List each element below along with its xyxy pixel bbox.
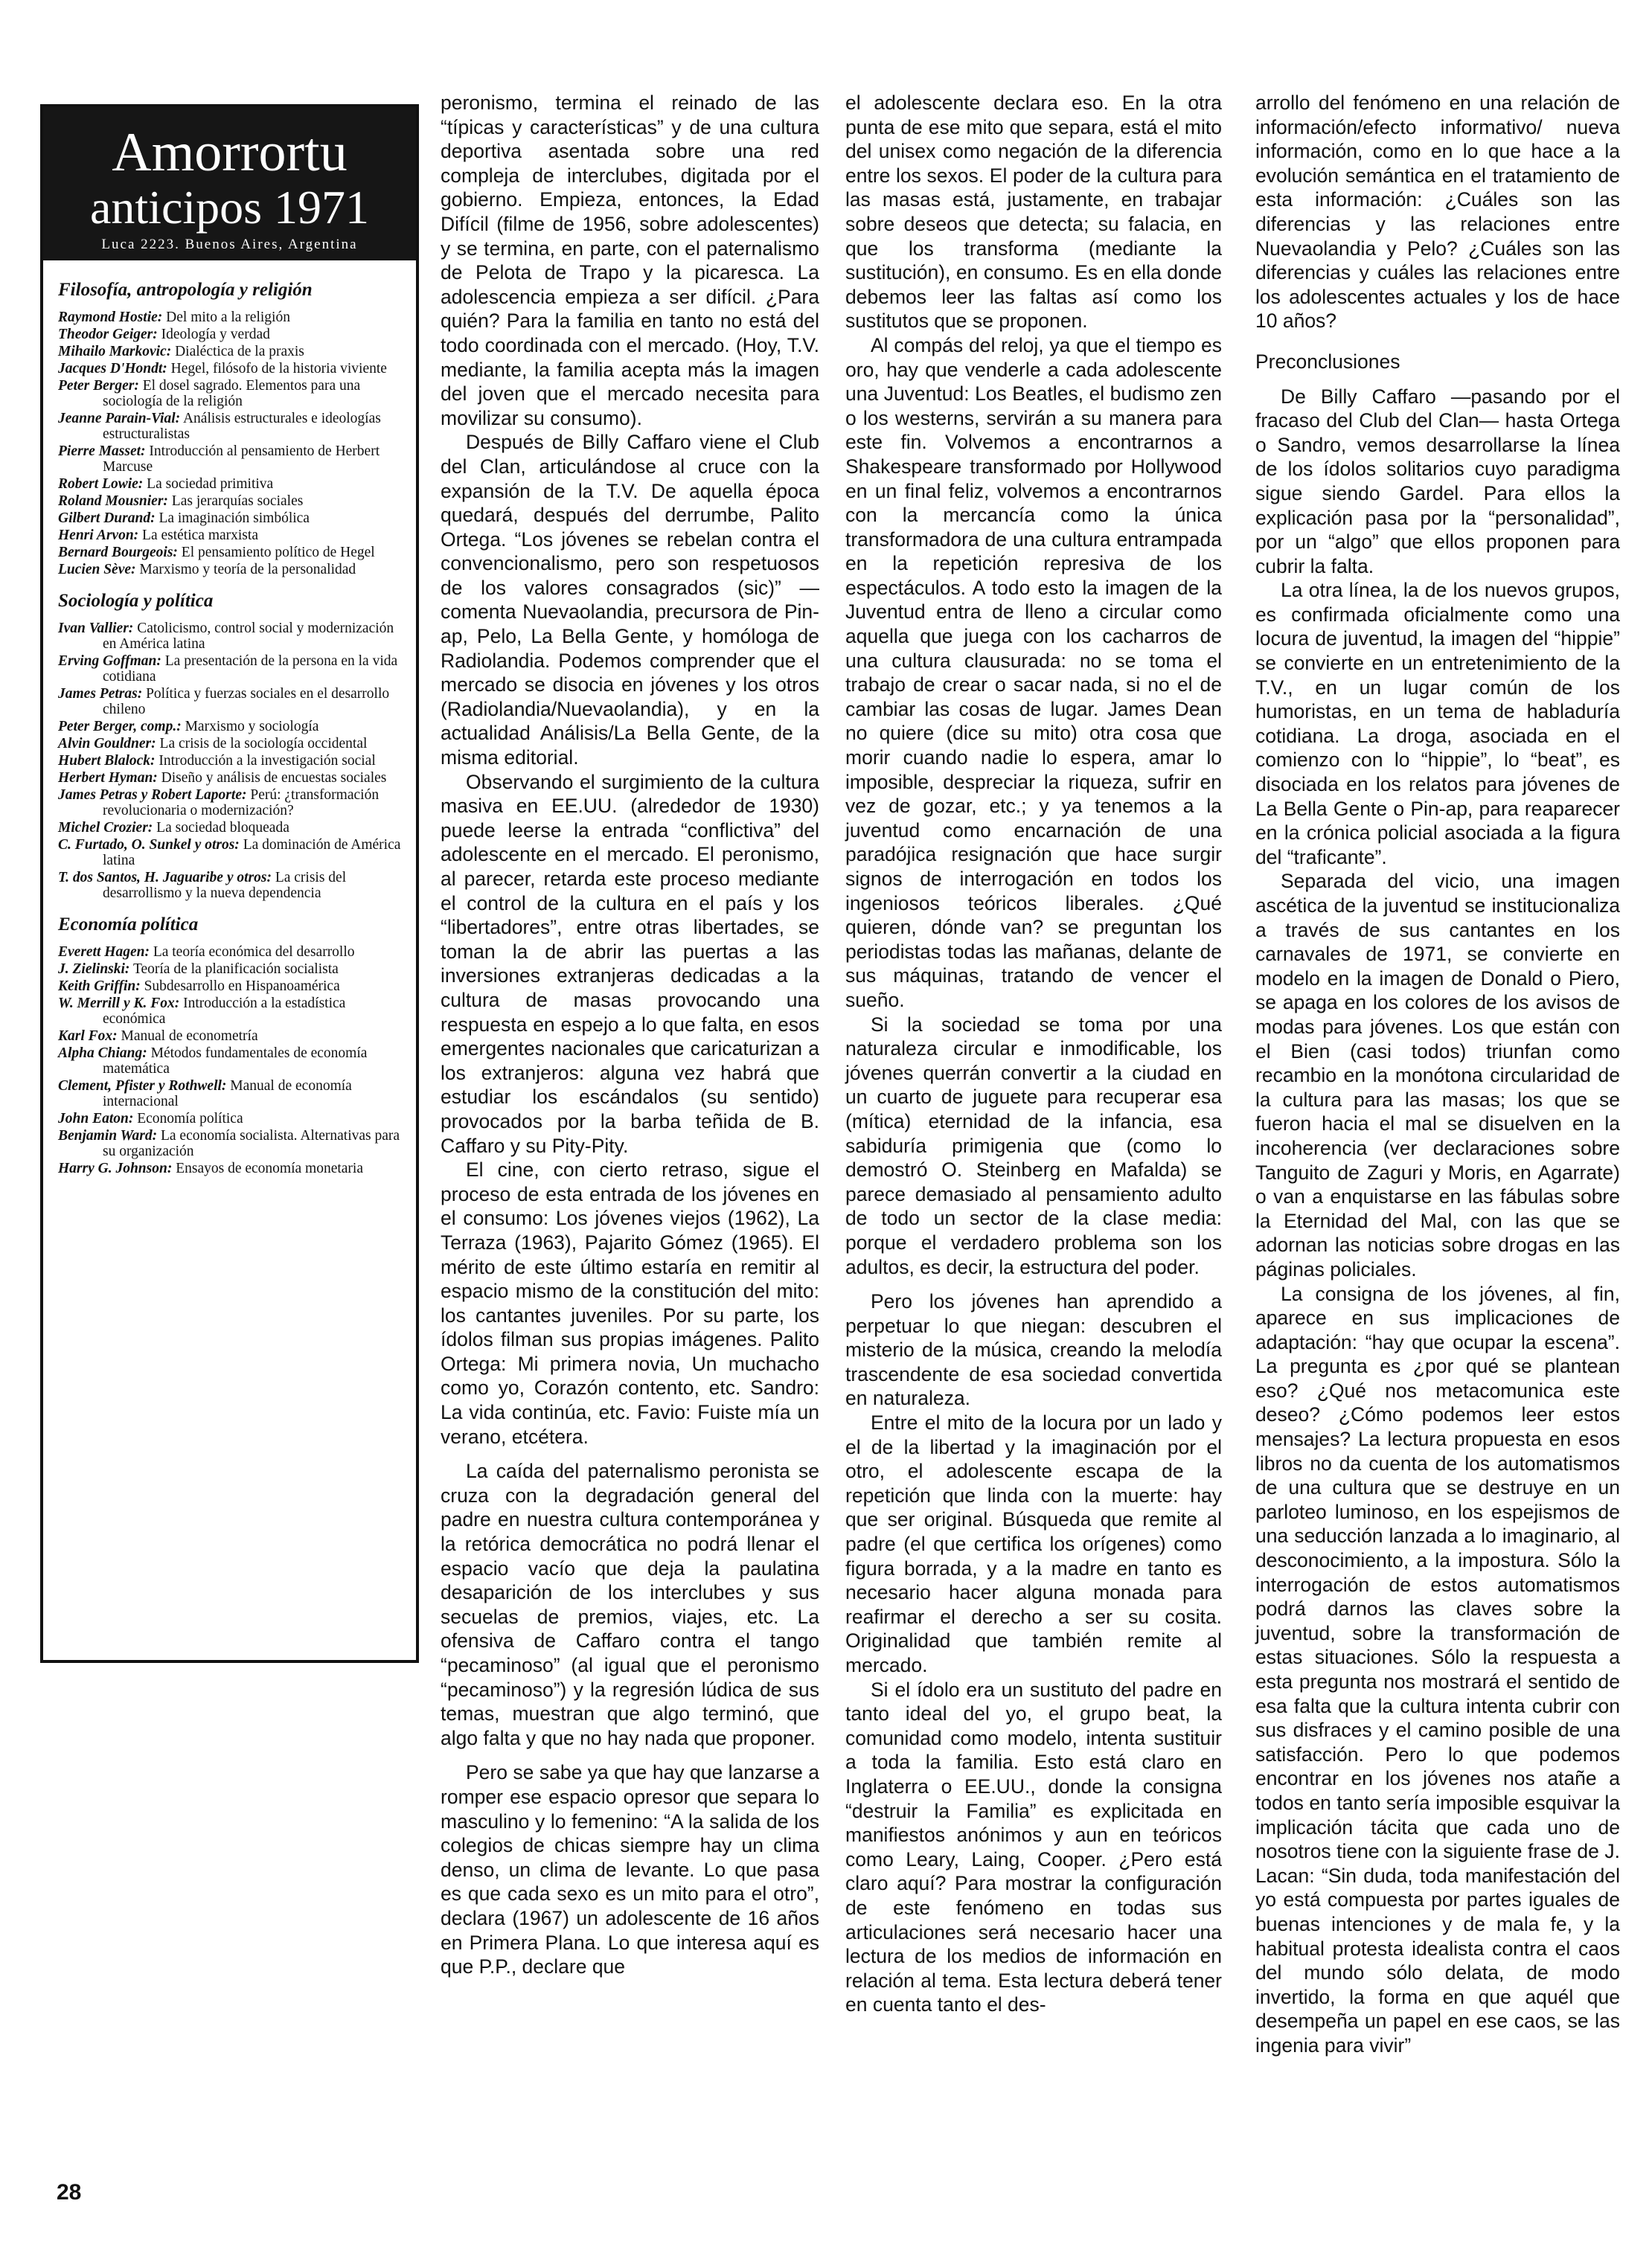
book-author: Theodor Geiger:: [58, 327, 158, 342]
article-paragraph: Después de Billy Caffaro viene el Club del Clan, articulándose al cruce con la expansión de la T.V. De aquella época quedará, después del derrumbe, Palito Ortega. “Los jóvenes se rebelan contra el convencionalismo, pero son respetuosos de los valores consagrados (sic)” —comenta Nuevaolandia, precursora de Pin-ap, Pelo, La Bella Gente, y homóloga de Radiolandia. Podemos comprender que el mercado se disocia en jóvenes y los otros (Radiolandia/Nuevaolandia), y en la actualidad Análisis/La Bella Gente, de la misma editorial.: [441, 431, 819, 769]
book-title: Catolicismo, control social y modernización en América latina: [103, 621, 394, 652]
book-title: La presentación de la persona en la vida cotidiana: [103, 653, 398, 685]
book-title: Introducción al pensamiento de Herbert Marcuse: [103, 443, 380, 475]
book-author: Jacques D'Hondt:: [58, 361, 167, 376]
book-title: Marxismo y sociología: [181, 719, 319, 734]
ad-book-entry: [58, 1028, 404, 1044]
book-author: Karl Fox:: [58, 1028, 118, 1044]
book-author: Everett Hagen:: [58, 944, 150, 960]
ad-book-entry: [58, 870, 404, 901]
book-title: Política y fuerzas sociales en el desarrollo chileno: [103, 686, 390, 717]
ad-book-entry: [58, 753, 404, 769]
book-title: La crisis del desarrollismo y la nueva dependencia: [103, 870, 347, 901]
ad-address: Luca 2223. Buenos Aires, Argentina: [101, 237, 358, 252]
book-author: Robert Lowie:: [58, 476, 144, 492]
article-paragraph: El cine, con cierto retraso, sigue el proceso de esta entrada de los jóvenes en el consumo: Los jóvenes viejos (1962), La Terraza (1963), Pajarito Gómez (1965). El mérito de este último estaría en remitir al espacio mismo de la constitución del mito: los cantantes juveniles. Por su parte, los ídolos filman sus propias imágenes. Palito Ortega: Mi primera novia, Un muchacho como yo, Corazón contento, etc. Sandro: La vida continúa, etc. Favio: Fuiste mía un verano, etcétera.: [441, 1158, 819, 1448]
book-author: J. Zielinski:: [58, 961, 130, 977]
ad-section-heading: Filosofía, antropología y religión: [58, 280, 313, 300]
ad-book-entry: [58, 344, 404, 359]
article-paragraph: arrollo del fenómeno en una relación de información/efecto informativo/ nueva información, como en lo que hace a la evolución semántica en el tratamiento de esta información: ¿Cuáles son las diferencias y las relaciones entre Nuevaolandia y Pelo? ¿Cuáles son las diferencias y cuáles las relaciones entre los adolescentes actuales y los de hace 10 años?: [1255, 92, 1620, 333]
book-title: Ensayos de economía monetaria: [172, 1161, 363, 1176]
ad-book-entry: [58, 978, 404, 994]
book-title: Introducción a la investigación social: [155, 753, 376, 769]
ad-book-entry: [58, 443, 404, 475]
book-title: La sociedad primitiva: [143, 476, 274, 492]
ad-header: [43, 107, 416, 260]
ad-book-entry: [58, 820, 404, 836]
book-author: Roland Mousnier:: [58, 493, 168, 509]
book-title: Del mito a la religión: [162, 310, 290, 325]
book-author: Ivan Vallier:: [58, 621, 134, 636]
article-paragraph: Observando el surgimiento de la cultura masiva en EE.UU. (alrededor de 1930) puede leerse la entrada “conflictiva” del adolescente en el mercado. El peronismo, al parecer, retarda este proceso mediante el control de la cultura en el país y los “libertadores”, entre otras libertades, se toman la de abrir las puertas a las inversiones extranjeras dedicadas a la cultura de masas provocando una respuesta en espejo a lo que falta, en esos emergentes nacionales que caricaturizan a los extranjeros: alguna vez habrá que estudiar los escándalos (su sentido) provocados por la barba teñida de B. Caffaro y su Pity-Pity.: [441, 770, 819, 1157]
article-paragraph: Entre el mito de la locura por un lado y el de la libertad y la imaginación por el otro, el adolescente escapa de la repetición que linda con la muerte: hay que ser original. Búsqueda que remite al padre (el que certifica los orígenes) como figura borrada, y a la madre en tanto es necesario hacer alguna monada para reafirmar el derecho a ser su cosita. Originalidad que también remite al mercado.: [845, 1411, 1222, 1676]
ad-book-entry: [58, 545, 404, 560]
book-author: Alpha Chiang:: [58, 1045, 147, 1061]
article-paragraph: Separada del vicio, una imagen ascética de la juventud se institucionaliza a través de sus cantantes en los carnavales de 1971, se convierte en modelo en la imagen de Donald o Piero, se apaga en los colores de los avisos de modas para jóvenes. Los que están con el Bien (casi todos) triunfan como recambio en la monótona circularidad de la cultura para las masas; los que se fueron hacia el mal se disuelven en la incoherencia (ver declaraciones sobre Tanguito de Zaguri y Moris, en Agarrate) o van a enquistarse en las fábulas sobre la Eternidad del Mal, con las que se adornan las noticias sobre drogas en las páginas policiales.: [1255, 870, 1620, 1281]
ad-book-entry: [58, 310, 404, 325]
ad-book-entry: [58, 770, 404, 786]
book-author: Mihailo Markovic:: [58, 344, 172, 359]
book-author: John Eaton:: [58, 1111, 134, 1126]
book-title: Diseño y análisis de encuestas sociales: [157, 770, 387, 786]
book-title: Economía política: [133, 1111, 243, 1126]
article-paragraph: De Billy Caffaro —pasando por el fracaso del Club del Clan— hasta Ortega o Sandro, vemos desarrollarse la línea de los ídolos solitarios cuyo paradigma sigue siendo Gardel. Para ellos la explicación pasa por la “personalidad”, por un “algo” que ellos proponen para cubrir la falta.: [1255, 385, 1620, 577]
book-author: Herbert Hyman:: [58, 770, 158, 786]
book-author: Peter Berger, comp.:: [58, 719, 182, 734]
book-author: Gilbert Durand:: [58, 510, 156, 526]
article-column-2: [845, 91, 1222, 2017]
article-paragraph: Pero los jóvenes han aprendido a perpetuar lo que niegan: descubren el misterio de la música, creando la melodía trascendente de esa sociedad convertida en naturaleza.: [845, 1290, 1222, 1410]
page-number: 28: [57, 2180, 82, 2205]
ad-book-entry: [58, 378, 404, 409]
book-title: Subdesarrollo en Hispanoamérica: [140, 978, 340, 994]
ad-book-entry: [58, 961, 404, 977]
book-author: James Petras y Robert Laporte:: [58, 787, 247, 803]
book-title: La dominación de América latina: [103, 837, 401, 868]
book-author: Benjamin Ward:: [58, 1128, 158, 1144]
book-title: El dosel sagrado. Elementos para una sociología de la religión: [103, 378, 361, 409]
ad-book-entry: [58, 1078, 404, 1109]
ad-book-entry: [58, 528, 404, 543]
article-paragraph: La otra línea, la de los nuevos grupos, es confirmada oficialmente como una locura de juventud, la imagen del “hippie” se convierte en un entretenimiento de la T.V., en un lugar común de los humoristas, en un tema de habladuría cotidiana. La droga, asociada en el comienzo con lo “hippie”, lo “beat”, es disociada en los relatos para jóvenes de La Bella Gente o Pin-ap, para reaparecer en la crónica policial asociada a la figura del “traficante”.: [1255, 579, 1620, 868]
book-author: T. dos Santos, H. Jaguaribe y otros:: [58, 870, 272, 885]
book-author: Bernard Bourgeois:: [58, 545, 178, 560]
ad-book-entry: [58, 361, 404, 376]
book-title: Perú: ¿transformación revolucionaria o modernización?: [103, 787, 380, 818]
ad-title: Amorrortu: [112, 122, 348, 183]
book-author: Alvin Gouldner:: [58, 736, 156, 751]
ad-book-entry: [58, 327, 404, 342]
ad-book-entry: [58, 837, 404, 868]
book-author: Peter Berger:: [58, 378, 139, 394]
ad-book-list: [43, 260, 416, 1185]
ad-book-entry: [58, 944, 404, 960]
book-title: Las jerarquías sociales: [167, 493, 304, 509]
article-paragraph: Si el ídolo era un sustituto del padre en tanto ideal del yo, el grupo beat, la comunidad como modelo, intenta sustituir a toda la familia. Esto está claro en Inglaterra o EE.UU., donde la consigna “destruir la Familia” es explicitada en manifiestos anónimos y aun en teóricos como Leary, Laing, Cooper. ¿Pero está claro aquí? Para mostrar la configuración de este fenómeno en todas sus articulaciones será necesario hacer una lectura de los medios de información en relación al tema. Esta lectura deberá tener en cuenta tanto el des-: [845, 1678, 1222, 2016]
ad-subtitle: anticipos 1971: [89, 181, 370, 234]
ad-section-heading: Economía política: [58, 914, 199, 935]
book-title: Manual de economía internacional: [103, 1078, 352, 1109]
article-paragraph: peronismo, termina el reinado de las “típicas y características” y de una cultura deportiva asentada sobre una red compleja de interclubes, digitada por el gobierno. Empieza, entonces, la Edad Difícil (filme de 1956, sobre adolescentes) y se termina, en parte, con el paternalismo de Pelota de Trapo y la picaresca. La adolescencia empieza a ser difícil. ¿Para quién? Para la familia en tanto no está del todo coordinada con el mercado. (Hoy, T.V. mediante, la familia acepta más la imagen del joven que el mercado necesita para movilizar su consumo).: [441, 92, 819, 429]
book-title: Marxismo y teoría de la personalidad: [135, 562, 356, 577]
ad-book-entry: [58, 510, 404, 526]
book-author: Jeanne Parain-Vial:: [58, 411, 181, 426]
ad-book-entry: [58, 653, 404, 685]
book-author: Hubert Blalock:: [58, 753, 156, 769]
book-author: Pierre Masset:: [58, 443, 146, 459]
book-author: Raymond Hostie:: [58, 310, 163, 325]
ad-book-entry: [58, 1161, 404, 1176]
book-title: Análisis estructurales e ideologías estructuralistas: [103, 411, 381, 442]
book-author: Michel Crozier:: [58, 820, 153, 836]
book-title: Hegel, filósofo de la historia viviente: [167, 361, 387, 376]
book-title: La sociedad bloqueada: [153, 820, 289, 836]
ad-book-entry: [58, 996, 404, 1027]
book-title: Manual de econometría: [117, 1028, 258, 1044]
ad-book-entry: [58, 1111, 404, 1126]
ad-section-heading: Sociología y política: [58, 591, 214, 611]
ad-book-entry: [58, 411, 404, 442]
book-title: La economía socialista. Alternativas para su organización: [103, 1128, 400, 1159]
book-author: W. Merrill y K. Fox:: [58, 996, 180, 1011]
book-title: Ideología y verdad: [157, 327, 270, 342]
article-column-1: [441, 91, 819, 1979]
book-author: Keith Griffin:: [58, 978, 141, 994]
ad-book-entry: [58, 686, 404, 717]
ad-book-entry: [58, 719, 404, 734]
book-title: La teoría económica del desarrollo: [149, 944, 355, 960]
book-author: Erving Goffman:: [58, 653, 161, 669]
publisher-ad-box: [40, 104, 419, 1663]
book-title: Introducción a la estadística económica: [103, 996, 346, 1027]
book-author: Henri Arvon:: [58, 528, 139, 543]
article-paragraph: Al compás del reloj, ya que el tiempo es oro, hay que venderle a cada adolescente una Juventud: Los Beatles, el budismo zen o los westerns, servirán a su manera para este fin. Volvemos a encontrarnos a Shakespeare transformado por Hollywood en un final feliz, volvemos a encontrarnos con la mercancía como la única transformadora de una cultura entrampada en la repetición represiva de los espectáculos. A todo esto la imagen de la Juventud entra de lleno a circular como aquella que juega con los cacharros de una cultura clausurada: no se toma el trabajo de crear o sacar nada, si no el de cambiar las cosas de lugar. James Dean no quiere (dice su mito) otra cosa que morir cuando nadie lo espera, amar lo imposible, despreciar la riqueza, sufrir en vez de gozar, etc.; y ya tenemos a la juventud como encarnación de una paradójica resignación que hace surgir signos de interrogación en todos los ingeniosos teóricos liberales. ¿Qué quieren, dónde van? se preguntan los periodistas todas las mañanas, delante de sus máquinas, tratando de vencer el sueño.: [845, 333, 1222, 1011]
ad-book-entry: [58, 476, 404, 492]
book-title: La crisis de la sociología occidental: [156, 736, 368, 751]
ad-book-entry: [58, 736, 404, 751]
article-column-3: [1255, 91, 1620, 2058]
article-paragraph: La caída del paternalismo peronista se cruza con la degradación general del padre en nuestra cultura contemporánea y la retórica democrática no podrá llenar el espacio vacío que deja la paulatina desaparición de los interclubes y sus secuelas de premios, viajes, etc. La ofensiva de Caffaro contra el tango “pecaminoso” (al igual que el peronismo “pecaminoso”) y la regresión lúdica de sus temas, muestran que algo terminó, que algo falta y que no hay nada que proponer.: [441, 1460, 819, 1749]
ad-book-entry: [58, 621, 404, 652]
ad-book-entry: [58, 1128, 404, 1159]
ad-book-entry: [58, 1045, 404, 1077]
book-title: Teoría de la planificación socialista: [129, 961, 339, 977]
book-author: James Petras:: [58, 686, 143, 702]
book-title: Dialéctica de la praxis: [171, 344, 304, 359]
book-author: C. Furtado, O. Sunkel y otros:: [58, 837, 240, 853]
section-subheading: Preconclusiones: [1255, 350, 1400, 373]
book-author: Lucien Sève:: [58, 562, 136, 577]
book-title: El pensamiento político de Hegel: [177, 545, 375, 560]
article-paragraph: el adolescente declara eso. En la otra punta de ese mito que separa, está el mito del unisex como negación de la diferencia entre los sexos. El poder de la cultura para las masas está, justamente, en trabajar sobre deseos que detecta; su falacia, en que los transforma (mediante la sustitución), en consumo. Es en ella donde debemos leer las faltas así como los sustitutos que se proponen.: [845, 92, 1222, 333]
book-author: Harry G. Johnson:: [58, 1161, 173, 1176]
ad-book-entry: [58, 493, 404, 509]
book-author: Clement, Pfister y Rothwell:: [58, 1078, 227, 1094]
book-title: La estética marxista: [138, 528, 258, 543]
book-title: La imaginación simbólica: [155, 510, 310, 526]
article-paragraph: Si la sociedad se toma por una naturaleza circular e inmodificable, los jóvenes querrán convertir a la ciudad en un cuarto de juguete para recuperar esa (mítica) eternidad de la infancia, esa sabiduría primigenia que (como lo demostró O. Steinberg en Mafalda) se parece demasiado al pensamiento adulto de todo un sector de la clase media: porque el verdadero problema son los adultos, es decir, la estructura del poder.: [845, 1013, 1222, 1278]
book-title: Métodos fundamentales de economía matemática: [103, 1045, 368, 1077]
ad-book-entry: [58, 562, 404, 577]
ad-book-entry: [58, 787, 404, 818]
article-paragraph: Pero se sabe ya que hay que lanzarse a romper ese espacio opresor que separa lo masculino y lo femenino: “A la salida de los colegios de chicas siempre hay un clima denso, un clima de levante. Lo que pasa es que cada sexo es un mito para el otro”, declara (1967) un adolescente de 16 años en Primera Plana. Lo que interesa aquí es que P.P., declare que: [441, 1761, 819, 1978]
article-paragraph: La consigna de los jóvenes, al fin, aparece en sus implicaciones de adaptación: “hay que ocupar la escena”. La pregunta es ¿por qué se plantean eso? ¿Qué nos metacomunica este deseo? ¿Cómo podemos leer estos mensajes? La lectura propuesta en esos libros no da cuenta de los automatismos de una cultura que se destruye en un parloteo luminoso, en los espejismos de una seducción lanzada a lo imaginario, al desconocimiento, a la impostura. Sólo la interrogación de estos automatismos podrá darnos las claves sobre la juventud, sobre la transformación de estas situaciones. Sólo la respuesta a esta pregunta nos mostrará el sentido de esa falta que la cultura intenta cubrir con sus disfraces y el camino posible de una satisfacción. Pero lo que podemos encontrar en los jóvenes nos atañe a todos en tanto sería imposible esquivar la implicación tácita que cada uno de nosotros tiene con la siguiente frase de J. Lacan: “Sin duda, toda manifestación del yo está compuesta por partes iguales de buenas intenciones y de mala fe, y la habitual protesta idealista contra el caos del mundo sólo delata, de modo invertido, la forma en que aquél que desempeña un papel en ese caos, se las ingenia para vivir”: [1255, 1282, 1620, 2057]
